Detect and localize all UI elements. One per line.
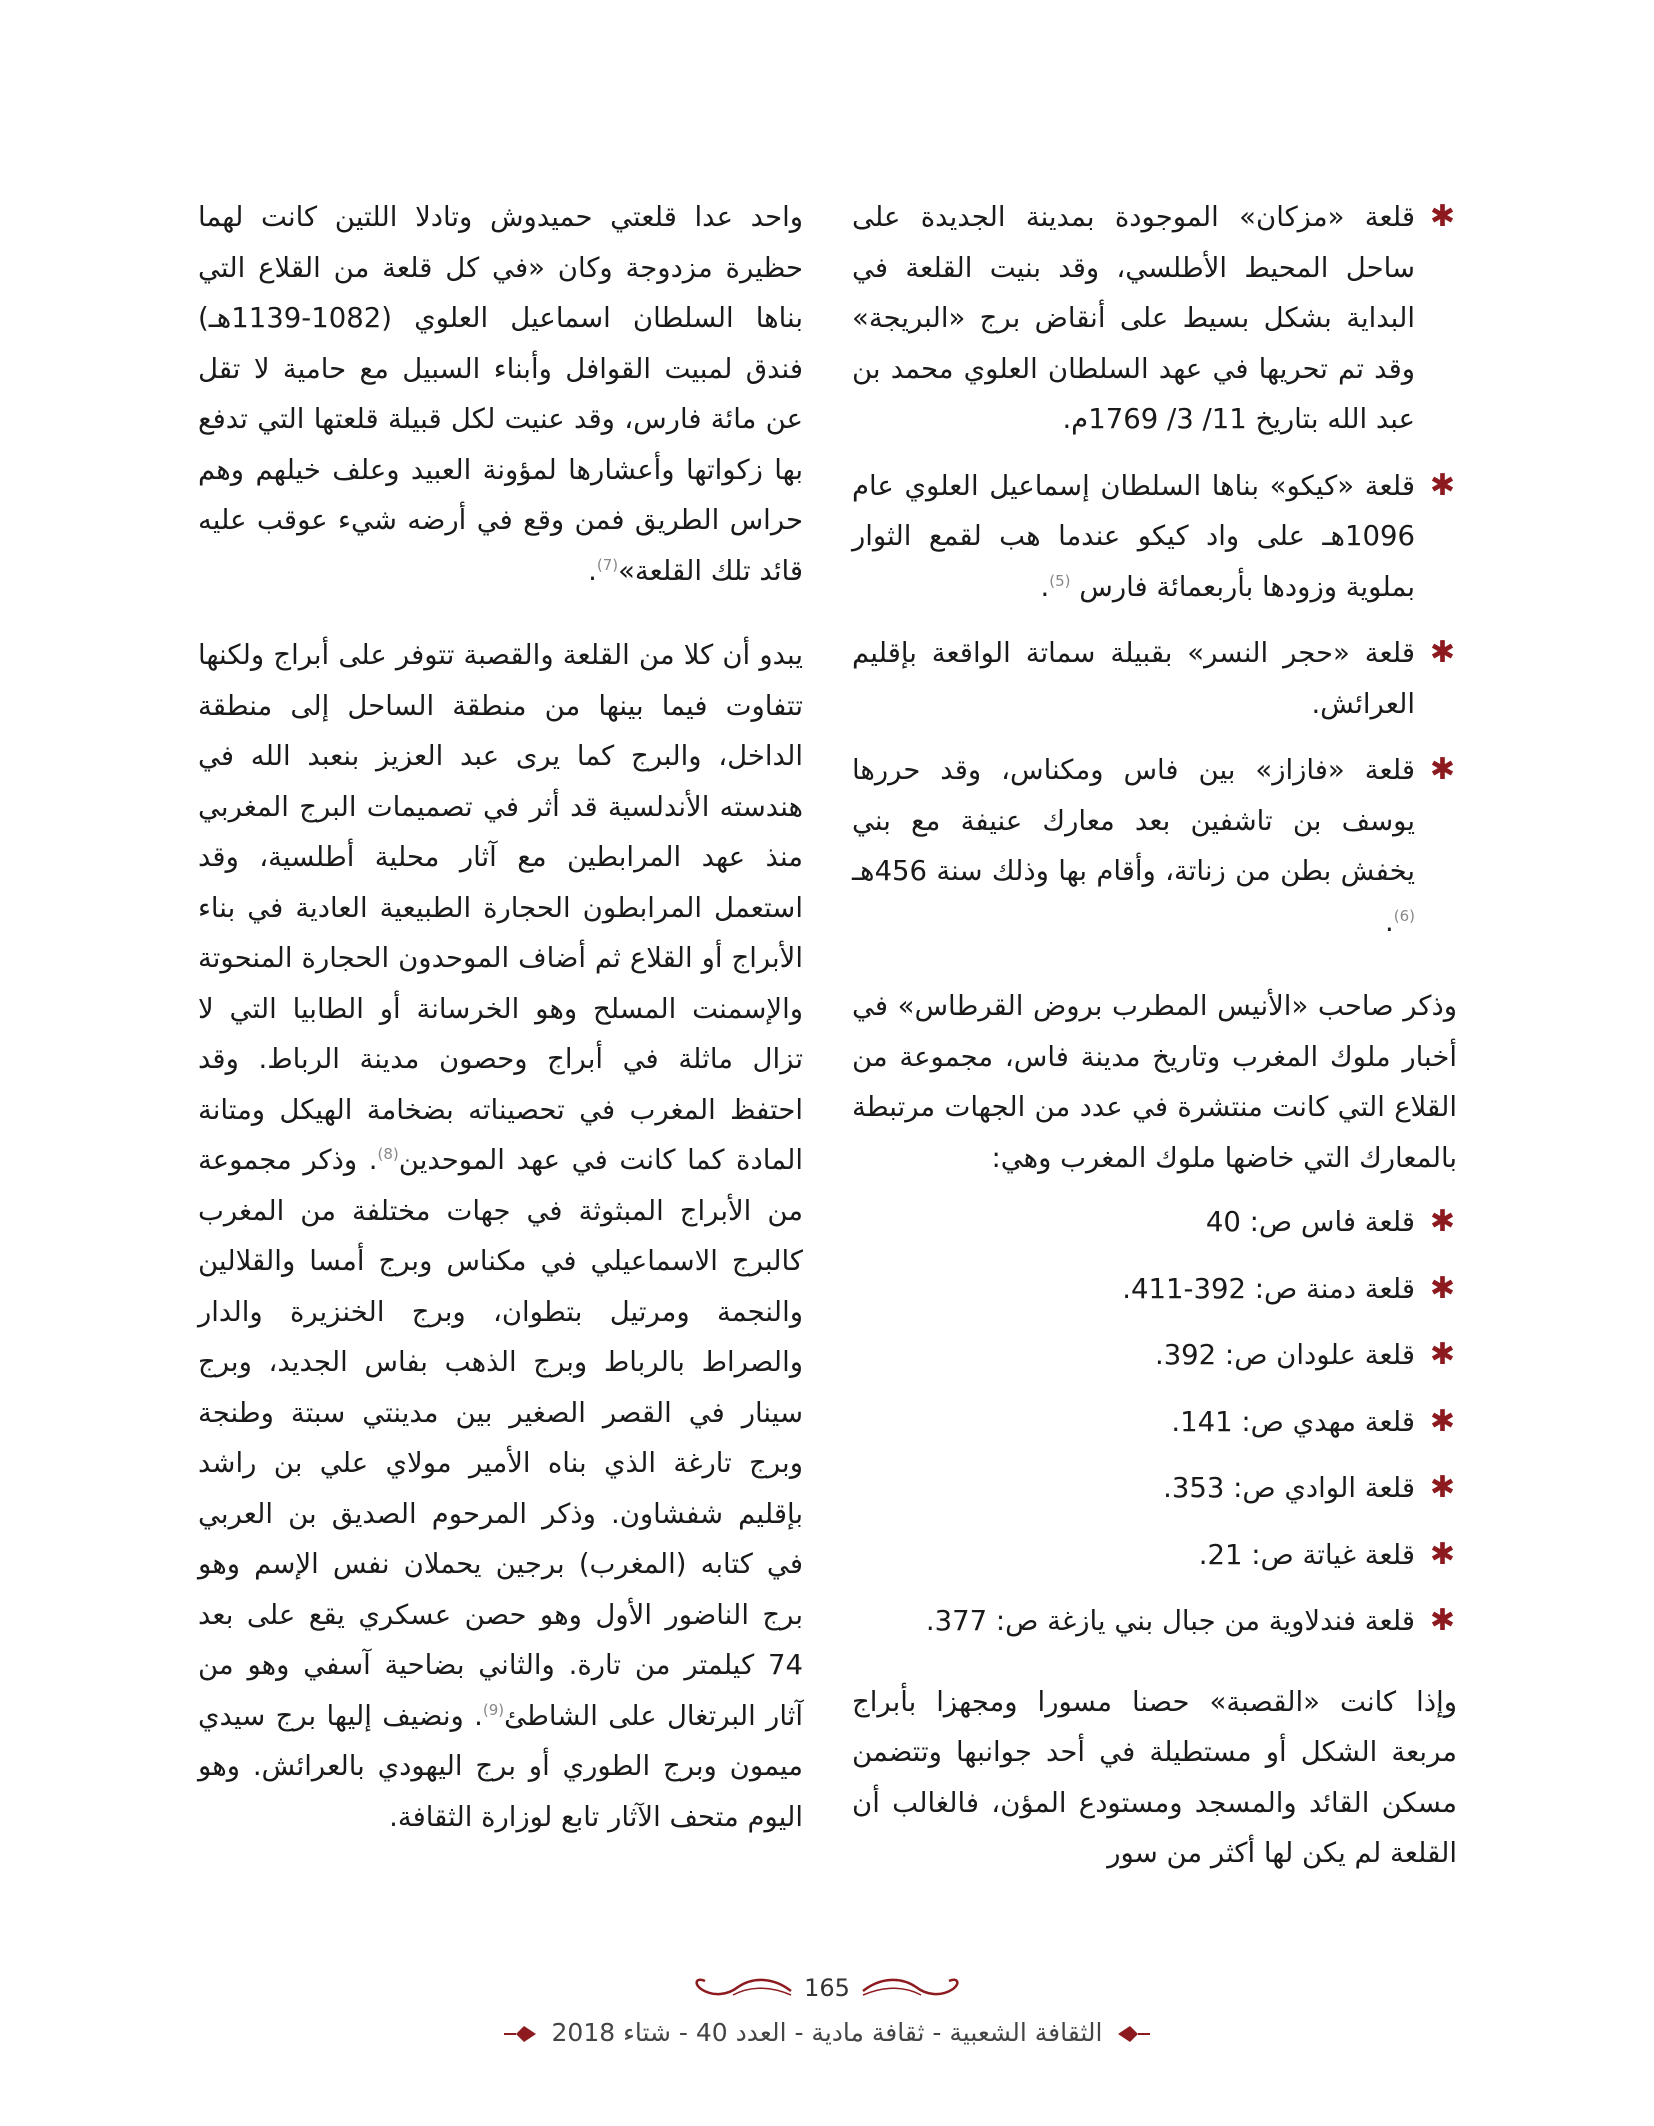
paragraph: [198, 630, 803, 1842]
right-column: [852, 192, 1457, 1913]
star-bullet-icon: ✱: [1429, 1270, 1455, 1306]
star-bullet-icon: ✱: [1429, 1603, 1455, 1638]
star-bullet-icon: ✱: [1429, 199, 1455, 234]
star-bullet-icon: ✱: [1429, 1536, 1455, 1572]
paragraph: وذكر صاحب «الأنيس المطرب بروض القرطاس» في أخبار ملوك المغرب وتاريخ مدينة فاس، مجموعة من القلاع التي كانت منتشرة في عدد من الجهات مرتبطة بالمعارك التي خاضها ملوك المغرب وهي:: [852, 990, 1457, 1174]
list-item: [852, 1463, 1457, 1514]
footnote-ref: (9): [482, 1700, 505, 1719]
list-item-text: قلعة دمنة ص: 392-411.: [1122, 1272, 1415, 1305]
star-bullet-icon: ✱: [1429, 1403, 1455, 1439]
paragraph-text: يبدو أن كلا من القلعة والقصبة تتوفر على أبراج ولكنها تتفاوت فيما بينها من منطقة الساحل إلى منطقة الداخل، والبرج كما يرى عبد العزيز بنعبد الله في هندسته الأندلسية قد أثر في تصميمات البرج المغربي منذ عهد المرابطين مع آثار محلية أطلسية، وقد استعمل المرابطون الحجارة الطبيعية العادية في بناء الأبراج أو القلاع ثم أضاف الموحدون الحجارة المنحوتة والإسمنت المسلح وهو الخرسانة أو الطابيا التي لا تزال ماثلة في أبراج وحصون مدينة الرباط. وقد احتفظ المغرب في تحصيناته بضخامة الهيكل ومتانة المادة كما كانت في عهد الموحدين: [198, 639, 803, 1176]
journal-footer: [0, 2018, 1654, 2047]
list-item: [852, 1397, 1457, 1448]
list-item: ✱ قلعة «فازاز» بين فاس ومكناس، وقد حررها يوسف بن تاشفين بعد معارك عنيفة مع بني يخفش بطن من زناتة، وأقام بها وذلك سنة 456هـ $^{(6)}$.: [852, 745, 1457, 947]
left-column: [198, 192, 803, 1876]
list-item-text: قلعة «حجر النسر» بقبيلة سماتة الواقعة بإقليم العرائش.: [852, 637, 1415, 720]
star-bullet-icon: ✱: [1429, 1204, 1455, 1239]
list-item: [852, 1596, 1457, 1647]
list-item-text: قلعة «مزكان» الموجودة بمدينة الجديدة على ساحل المحيط الأطلسي، وقد بنيت القلعة في البداية بشكل بسيط على أنقاض برج «البريجة» وقد تم تحريها في عهد السلطان العلوي محمد بن عبد الله بتاريخ 11/ 3/ 1769م.: [852, 201, 1415, 435]
list-item-text: قلعة «فازاز» بين فاس ومكناس، وقد حررها يوسف بن تاشفين بعد معارك عنيفة مع بني يخفش بطن من زناتة، وأقام بها وذلك سنة 456هـ: [852, 754, 1415, 887]
page-number: 165: [804, 1974, 850, 2002]
star-bullet-icon: ✱: [1429, 752, 1455, 787]
list-item-text: قلعة مهدي ص: 141.: [1171, 1405, 1415, 1438]
list-item: [852, 192, 1457, 445]
paragraph-text: واحد عدا قلعتي حميدوش وتادلا اللتين كانت لهما حظيرة مزدوجة وكان «في كل قلعة من القلاع التي بناها السلطان اسماعيل العلوي (1082-1139هـ) فندق لمبيت القوافل وأبناء السبيل مع حامية لا تقل عن مائة فارس، وقد عنيت لكل قبيلة قلعتها التي تدفع بها زكواتها وأعشارها لمؤونة العبيد وعلف خيلهم وهم حراس الطريق فمن وقع في أرضه شيء عوقب عليه قائد تلك القلعة»: [198, 201, 803, 587]
list-item: ✱ قلعة «كيكو» بناها السلطان إسماعيل العلوي عام 1096هـ على واد كيكو عندما هب لقمع الثوار بملوية وزودها بأربعمائة فارس $^{(5)}$.: [852, 461, 1457, 613]
page-number-row: [0, 1970, 1654, 2010]
paragraph: واحد عدا قلعتي حميدوش وتادلا اللتين كانت لهما حظيرة مزدوجة وكان «في كل قلعة من القلاع التي بناها السلطان اسماعيل العلوي (1082-1139هـ) فندق لمبيت القوافل وأبناء السبيل مع حامية لا تقل عن مائة فارس، وقد عنيت لكل قبيلة قلعتها التي تدفع بها زكواتها وأعشارها لمؤونة العبيد وعلف خيلهم وهم حراس الطريق فمن وقع في أرضه شيء عوقب عليه قائد تلك القلعة»$^{(7)}$.: [198, 201, 803, 587]
castle-list: [852, 1197, 1457, 1647]
footnote-ref: (6): [1393, 906, 1415, 925]
footnote-ref: (8): [377, 1144, 399, 1163]
paragraph-text: . وذكر مجموعة من الأبراج المبثوثة في جهات مختلفة من المغرب كالبرج الاسماعيلي في مكناس وبرج أمسا والقلالين والنجمة ومرتيل بتطوان، وبرج الخنزيرة والدار والصراط بالرباط وبرج الذهب بفاس الجديد، وبرج سينار في القصر الصغير بين مدينتي سبتة وطنجة وبرج تارغة الذي بناه الأمير مولاي علي بن راشد بإقليم شفشاون. وذكر المرحوم الصديق بن العربي في كتابه (المغرب) برجين يحملان نفس الإسم وهو برج الناضور الأول وهو حصن عسكري يقع على بعد 74 كيلمتر من تارة. والثاني بضاحية آسفي وهو من آثار البرتغال على الشاطئ: [198, 1144, 804, 1732]
list-item-text: قلعة علودان ص: 392.: [1154, 1339, 1415, 1371]
ornament-swirl-icon: [683, 1973, 793, 2003]
list-item-text: قلعة فاس ص: 40: [1205, 1206, 1415, 1238]
paragraph-text: . ونضيف إليها برج سيدي ميمون وبرج الطوري أو برج اليهودي بالعرائش. وهو اليوم متحف الآثار تابع لوزارة الثقافة.: [198, 1699, 803, 1833]
ornament-swirl-icon: [861, 1973, 971, 2003]
list-item: [852, 1530, 1457, 1581]
list-item-text: قلعة الوادي ص: 353.: [1163, 1472, 1415, 1504]
journal-title-line: الثقافة الشعبية - ثقافة مادية - العدد 40 - شتاء 2018: [551, 2018, 1103, 2047]
diamond-ornament-icon: [1116, 2024, 1152, 2044]
star-bullet-icon: ✱: [1429, 467, 1455, 503]
paragraph: وإذا كانت «القصبة» حصنا مسورا ومجهزا بأبراج مربعة الشكل أو مستطيلة في أحد جوانبها وتتضمن مسكن القائد والمسجد ومستودع المؤن، فالغالب أن القلعة لم يكن لها أكثر من سور: [852, 1685, 1457, 1869]
list-item: [852, 1197, 1457, 1248]
list-item: [852, 1264, 1457, 1315]
list-item-text: قلعة فندلاوية من جبال بني يازغة ص: 377.: [925, 1605, 1415, 1637]
star-bullet-icon: ✱: [1429, 1337, 1455, 1372]
list-item-text: قلعة «كيكو» بناها السلطان إسماعيل العلوي عام 1096هـ على واد كيكو عندما هب لقمع الثوار بملوية وزودها بأربعمائة فارس: [852, 469, 1415, 603]
list-item-text: قلعة غياتة ص: 21.: [1198, 1538, 1415, 1571]
list-item: [852, 1330, 1457, 1381]
list-item: [852, 628, 1457, 729]
footnote-ref: (7): [596, 555, 619, 574]
star-bullet-icon: ✱: [1429, 1470, 1455, 1505]
diamond-ornament-icon: [502, 2024, 538, 2044]
star-bullet-icon: ✱: [1429, 635, 1455, 670]
footnote-ref: (5): [1049, 571, 1071, 590]
